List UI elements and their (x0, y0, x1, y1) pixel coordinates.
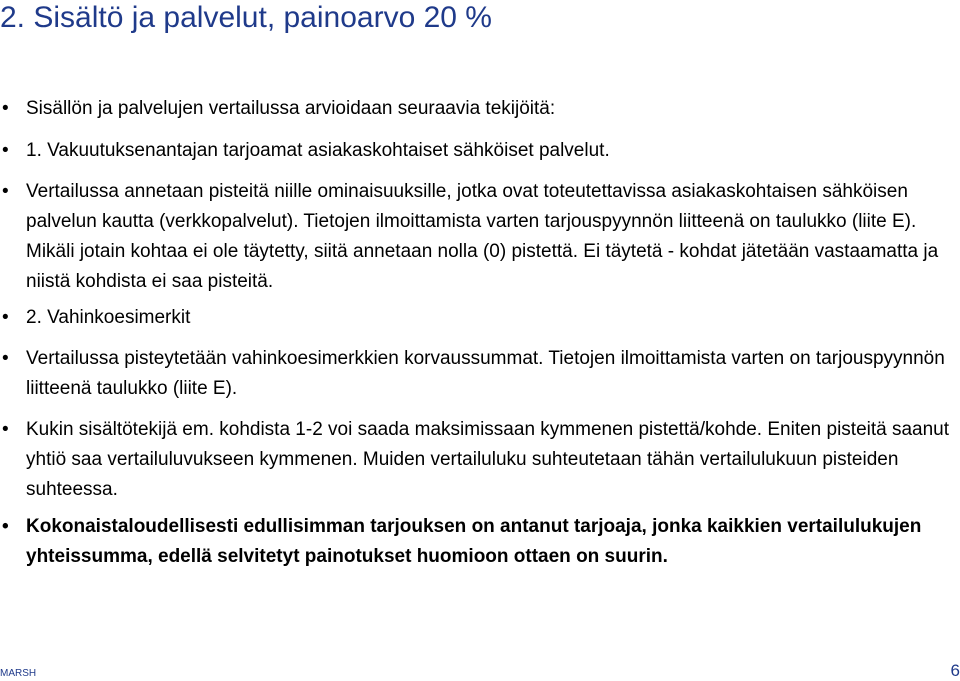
bullet-dot: • (2, 516, 9, 537)
bullet-text: Vertailussa annetaan pisteitä niille ominaisuuksille, jotka ovat toteutettavissa asiakaskohtaisen sähköisen palvelun kautta (verkkopalvelut). Tietojen ilmoittamista varten tarjouspyynnön liitteenä on taulukko (liite E). Mikäli jotain kohtaa ei ole täytetty, siitä annetaan nolla (0) pistettä. Ei täytetä - kohdat jätetään vastaamatta ja niistä kohdista ei saa pisteitä. (26, 181, 939, 292)
bullet-dot: • (2, 419, 9, 440)
bullet-dot: • (2, 348, 9, 369)
bullet-text: 2. Vahinkoesimerkit (26, 307, 191, 328)
bullet-text: 1. Vakuutuksenantajan tarjoamat asiakaskohtaiset sähköiset palvelut. (26, 140, 610, 161)
bullet-item (0, 136, 960, 166)
bullet-dot: • (2, 98, 9, 119)
bullet-item (0, 177, 960, 297)
bullet-dot: • (2, 307, 9, 328)
bullet-dot: • (2, 181, 9, 202)
page-number: 6 (950, 661, 960, 680)
footer-brand: MARSH (0, 668, 37, 679)
bullet-item (0, 94, 960, 124)
bullet-dot: • (2, 140, 9, 161)
bullet-item (0, 512, 960, 572)
bullet-text: Kokonaistaloudellisesti edullisimman tarjouksen on antanut tarjoaja, jonka kaikkien vertailulukujen yhteissumma, edellä selvitetyt painotukset huomioon ottaen on suurin. (26, 516, 922, 567)
bullet-item (0, 303, 960, 333)
bullet-text: Kukin sisältötekijä em. kohdista 1-2 voi saada maksimissaan kymmenen pistettä/kohde. Eniten pisteitä saanut yhtiö saa vertailuluvukseen kymmenen. Muiden vertailuluku suhteutetaan tähän vertailulukuun pisteiden suhteessa. (26, 419, 950, 500)
bullet-item (0, 344, 960, 404)
bullet-text: Vertailussa pisteytetään vahinkoesimerkkien korvaussummat. Tietojen ilmoittamista varten on tarjouspyynnön liitteenä taulukko (liite E). (26, 348, 945, 399)
slide-title: 2. Sisältö ja palvelut, painoarvo 20 % (0, 1, 492, 34)
bullet-text: Sisällön ja palvelujen vertailussa arvioidaan seuraavia tekijöitä: (26, 98, 556, 119)
bullet-item (0, 415, 960, 505)
